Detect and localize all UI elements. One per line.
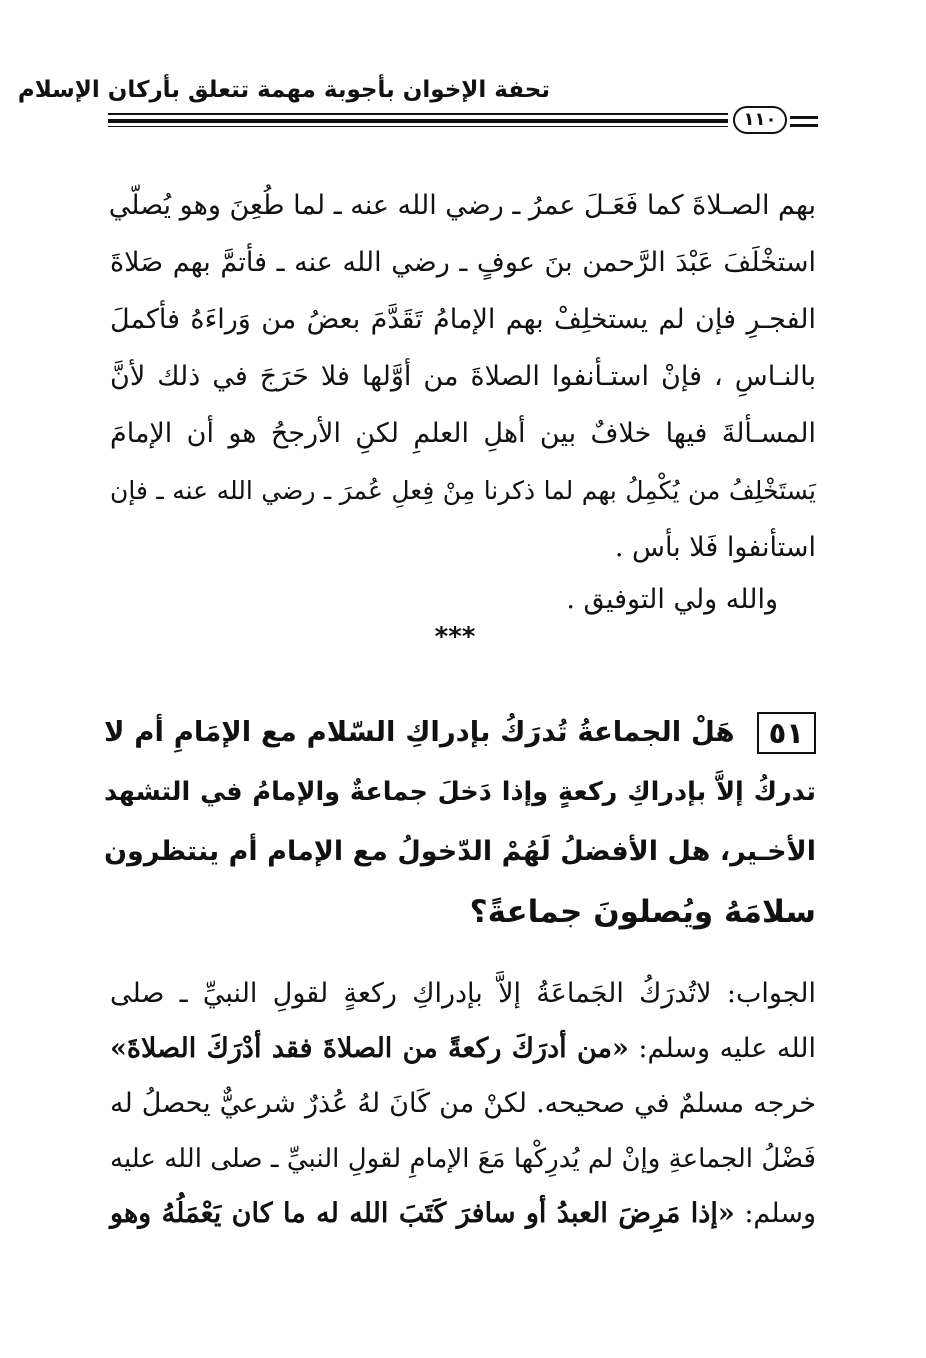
passage-line: بهم الصـلاةَ كما فَعَـلَ عمرُ ـ رضي الله عنه ـ لما طُعِنَ وهو يُصلّي	[108, 190, 816, 221]
passage-line: استخْلَفَ عَبْدَ الرَّحمن بنَ عوفٍ ـ رضي الله عنه ـ فأتمَّ بهم صَلاةَ	[110, 247, 816, 278]
question-line: تدركُ إلاَّ بإدراكِ ركعةٍ وإذا دَخلَ جماعةٌ والإمامُ في التشهد	[104, 777, 816, 807]
passage-line: يَستَخْلِفُ من يُكْمِلُ بهم لما ذكرنا مِنْ فِعلِ عُمرَ ـ رضي الله عنه ـ فإن	[110, 476, 816, 505]
header-rule	[108, 119, 728, 123]
question-line	[104, 705, 816, 759]
closing-phrase: والله ولي التوفيق .	[566, 584, 778, 615]
page-number: ١١٠	[733, 106, 787, 134]
passage-line: بالنـاسِ ، فإنْ استـأنفوا الصلاةَ من أوَّلها فلا حَرَجَ في ذلك لأنَّ	[110, 361, 816, 392]
header-rule	[108, 113, 728, 115]
question-text: هَلْ الجماعةُ تُدرَكُ بإدراكِ السّلام مع الإمَامِ أم لا	[104, 716, 735, 748]
question-line: سلامَهُ ويُصلونَ جماعةً؟	[469, 894, 816, 930]
hadith-quote: «إذا مَرِضَ العبدُ أو سافرَ كَتَبَ الله له ما كان يَعْمَلُهُ وهو	[110, 1198, 735, 1229]
question-number: ٥١	[757, 712, 816, 754]
answer-line	[110, 1027, 816, 1071]
header-rule	[108, 126, 728, 127]
answer-line: الجواب: لاتُدرَكُ الجَماعَةُ إلاَّ بإدراكِ ركعةٍ لقولِ النبيِّ ـ صلى	[110, 978, 816, 1009]
passage-line: استأنفوا فَلا بأس .	[614, 532, 816, 563]
running-title: تحفة الإخوان بأجوبة مهمة تتعلق بأركان الإسلام	[17, 77, 550, 103]
question-line: الأخـير، هل الأفضلُ لَهُمْ الدّخولُ مع الإمام أم ينتظرون	[104, 836, 816, 867]
section-separator: ***	[434, 622, 476, 652]
passage-line: المسـألةَ فيها خلافٌ بين أهلِ العلمِ لكنِ الأرجحُ هو أن الإمامَ	[110, 418, 816, 449]
answer-text: وسلم:	[734, 1198, 816, 1229]
passage-line: الفجـرِ فإن لم يستخلِفْ بهم الإمامُ تَقَدَّمَ بعضُ من وَراءَهُ فأكملَ	[110, 304, 816, 335]
answer-text: الله عليه وسلم:	[628, 1033, 816, 1064]
header-rule	[790, 124, 818, 127]
answer-line: خرجه مسلمٌ في صحيحه. لكنْ من كَانَ لهُ عُذرٌ شرعيٌّ يحصلُ له	[110, 1088, 816, 1119]
answer-line	[110, 1192, 816, 1236]
header-rule	[790, 116, 818, 119]
answer-line: فَضْلُ الجماعةِ وإنْ لم يُدرِكْها مَعَ الإمامِ لقولِ النبيِّ ـ صلى الله عليه	[110, 1144, 816, 1174]
hadith-quote: «من أدرَكَ ركعةً من الصلاةَ فقد أدْرَكَ الصلاةَ»	[110, 1033, 629, 1064]
